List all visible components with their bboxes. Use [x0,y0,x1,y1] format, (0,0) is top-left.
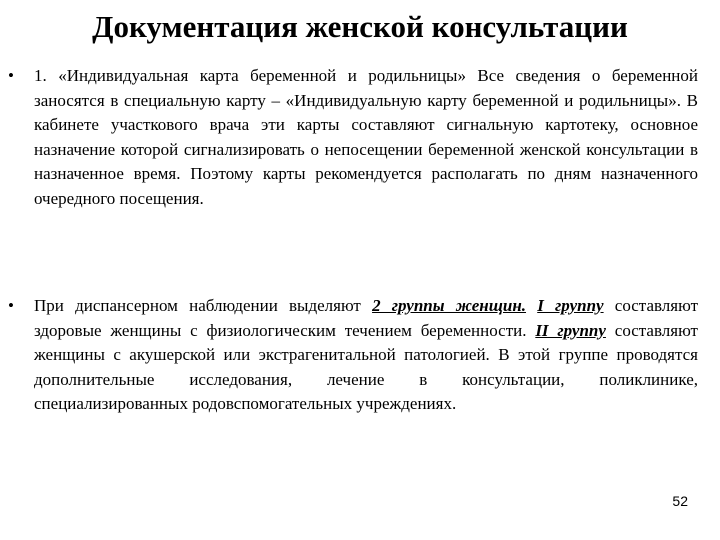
emphasis-group-two: II группу [535,320,606,340]
bullet-text-card: 1. «Индивидуальная карта беременной и родильницы» Все сведения о беременной заносятся в специальную карту – «Индивидуальную карту беременной и родильницы». В кабинете участкового врача эти карты составляют сигнальную картотеку, основное назначение которой сигнализировать о непосещении беременной женской консультации в назначенное время. Поэтому карты рекомендуется располагать по дням назначенного очередного посещения. [34,66,698,208]
bullet-marker: • [8,296,14,315]
emphasis-two-groups: 2 группы женщин. [372,296,527,315]
page-number: 52 [672,493,688,509]
text-segment: При диспансерном наблюдении выделяют [34,296,373,315]
text-segment: составляют женщины с акушерской или экстрагенитальной патологией. В этой группе проводятся дополнительные исследования, лечение в консультации, поликлинике, специализированных родовспомогательных учреждениях. [34,320,698,413]
slide-title: Документация женской консультации [92,9,628,44]
text-segment: составляют здоровые женщины с физиологическим течением беременности. [34,296,698,340]
emphasis-group-one: I группу [537,296,604,315]
text-segment [526,296,537,315]
bullet-item-groups [8,294,698,417]
bullet-marker: • [8,66,14,85]
bullet-item-card [8,64,698,211]
bullet-text-groups [34,294,698,417]
